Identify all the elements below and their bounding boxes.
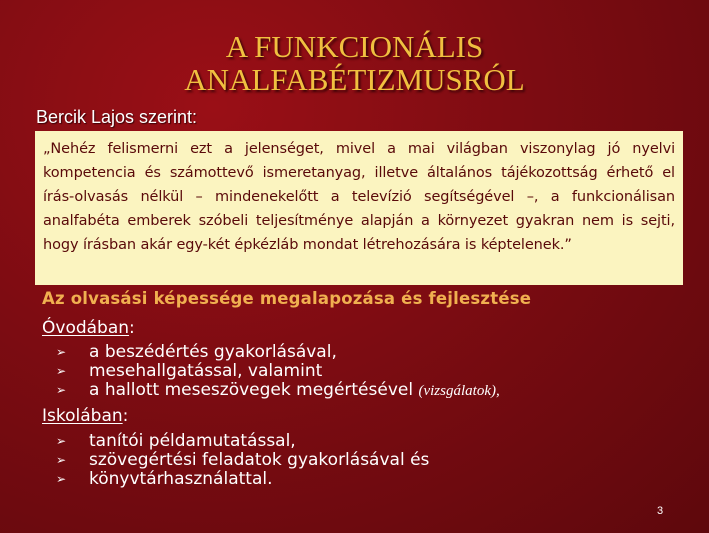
list-item — [56, 381, 500, 400]
quote-attribution: Bercik Lajos szerint: — [36, 107, 198, 127]
kindergarten-colon: : — [129, 318, 135, 338]
school-subheading — [42, 406, 128, 426]
slide-title-line-1: A FUNKCIONÁLIS — [225, 29, 484, 64]
arrow-bullet-icon: ➢ — [56, 364, 67, 378]
school-label: Iskolában — [42, 406, 123, 426]
list-item — [56, 470, 429, 489]
section-heading: Az olvasási képessége megalapozása és fejlesztése — [42, 289, 532, 308]
kindergarten-list — [56, 343, 500, 400]
school-colon: : — [122, 406, 129, 426]
arrow-bullet-icon: ➢ — [56, 472, 67, 486]
list-item-text: a beszédértés gyakorlásával, — [89, 342, 337, 362]
arrow-bullet-icon: ➢ — [56, 434, 67, 448]
list-item-text: tanítói példamutatással, — [89, 431, 296, 451]
list-item-text: könyvtárhasználattal. — [89, 469, 273, 489]
list-item — [56, 362, 500, 381]
slide-title-line-2: ANALFABÉTIZMUSRÓL — [184, 62, 525, 97]
quote-box — [35, 131, 683, 285]
list-item — [56, 343, 500, 362]
list-item — [56, 432, 429, 451]
list-item-text: a hallott meseszövegek megértésével — [89, 380, 414, 400]
list-item-text: szövegértési feladatok gyakorlásával és — [89, 450, 430, 470]
arrow-bullet-icon: ➢ — [56, 453, 67, 467]
list-item — [56, 451, 429, 470]
quote-text: „Nehéz felismerni ezt a jelenséget, mivel a mai világban viszonylag jó nyelvi kompetencia és számottevő ismeretanyag, illetve általános tájékozottság érhető el írás-olvasás nélkül – mindenekelőtt a televízió segítségével –, a funkcionálisan analfabéta emberek szóbeli teljesítménye alapján a környezet gyakran nem is sejti, hogy írásban akár egy-két épkézláb mondat létrehozására is képtelenek.” — [43, 141, 675, 253]
school-list — [56, 432, 429, 489]
kindergarten-subheading — [42, 318, 135, 338]
list-item-note: (vizsgálatok), — [418, 383, 500, 399]
page-number: 3 — [657, 505, 664, 517]
arrow-bullet-icon: ➢ — [56, 383, 67, 397]
arrow-bullet-icon: ➢ — [56, 345, 67, 359]
list-item-text: mesehallgatással, valamint — [89, 361, 323, 381]
slide-title — [0, 30, 709, 96]
kindergarten-label: Óvodában — [42, 318, 130, 338]
